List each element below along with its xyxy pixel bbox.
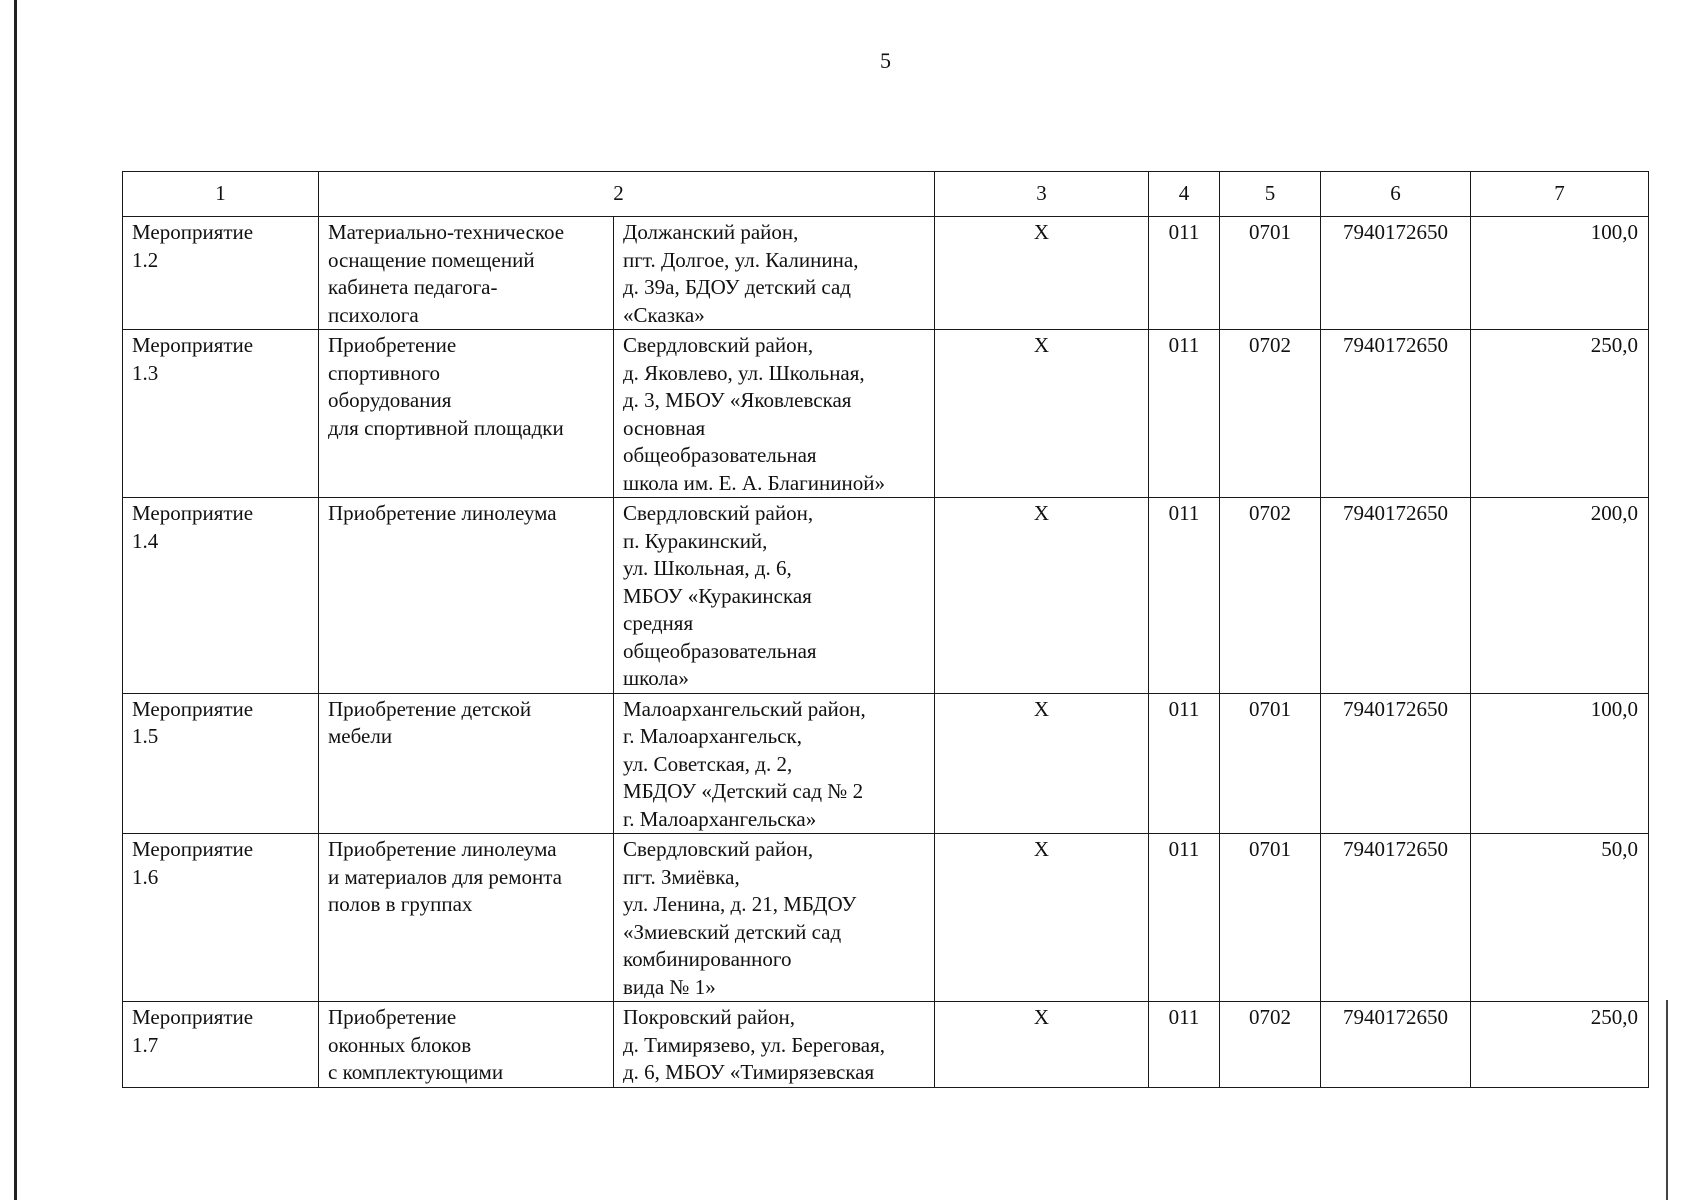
col5-cell: 0702: [1220, 1002, 1321, 1088]
col7-cell: 50,0: [1471, 834, 1649, 1002]
col5-cell: 0702: [1220, 330, 1321, 498]
col3-cell: X: [935, 834, 1149, 1002]
col5-cell: 0701: [1220, 834, 1321, 1002]
header-cell: 5: [1220, 172, 1321, 217]
col5-cell: 0701: [1220, 693, 1321, 834]
location-cell: Свердловский район, пгт. Змиёвка, ул. Ленина, д. 21, МБДОУ «Змиевский детский сад комбинированного вида № 1»: [614, 834, 935, 1002]
description-cell: Материально-техническое оснащение помещений кабинета педагога- психолога: [319, 217, 614, 330]
program-events-table: [122, 171, 1649, 1088]
col5-cell: 0702: [1220, 498, 1321, 694]
col4-cell: 011: [1149, 1002, 1220, 1088]
col6-cell: 7940172650: [1321, 693, 1471, 834]
col6-cell: 7940172650: [1321, 330, 1471, 498]
page-right-edge: [1666, 1000, 1668, 1200]
col4-cell: 011: [1149, 834, 1220, 1002]
header-cell: 7: [1471, 172, 1649, 217]
description-cell: Приобретение спортивного оборудования для спортивной площадки: [319, 330, 614, 498]
table-row: [123, 217, 1649, 330]
description-cell: Приобретение линолеума: [319, 498, 614, 694]
location-cell: Должанский район, пгт. Долгое, ул. Калинина, д. 39а, БДОУ детский сад «Сказка»: [614, 217, 935, 330]
col4-cell: 011: [1149, 498, 1220, 694]
col3-cell: X: [935, 498, 1149, 694]
event-cell: Мероприятие 1.7: [123, 1002, 319, 1088]
header-cell: 2: [319, 172, 935, 217]
col3-cell: X: [935, 1002, 1149, 1088]
location-cell: Покровский район, д. Тимирязево, ул. Береговая, д. 6, МБОУ «Тимирязевская: [614, 1002, 935, 1088]
event-cell: Мероприятие 1.3: [123, 330, 319, 498]
table-row: [123, 330, 1649, 498]
col7-cell: 100,0: [1471, 217, 1649, 330]
col7-cell: 250,0: [1471, 1002, 1649, 1088]
col3-cell: X: [935, 217, 1149, 330]
col6-cell: 7940172650: [1321, 834, 1471, 1002]
header-cell: 4: [1149, 172, 1220, 217]
location-cell: Свердловский район, п. Куракинский, ул. Школьная, д. 6, МБОУ «Куракинская средняя общеобразовательная школа»: [614, 498, 935, 694]
table-row: [123, 693, 1649, 834]
col4-cell: 011: [1149, 693, 1220, 834]
table-row: [123, 1002, 1649, 1088]
event-cell: Мероприятие 1.2: [123, 217, 319, 330]
table-header-row: [123, 172, 1649, 217]
col4-cell: 011: [1149, 217, 1220, 330]
event-cell: Мероприятие 1.5: [123, 693, 319, 834]
event-cell: Мероприятие 1.4: [123, 498, 319, 694]
col3-cell: X: [935, 693, 1149, 834]
location-cell: Малоархангельский район, г. Малоархангельск, ул. Советская, д. 2, МБДОУ «Детский сад № 2 г. Малоархангельска»: [614, 693, 935, 834]
col3-cell: X: [935, 330, 1149, 498]
event-cell: Мероприятие 1.6: [123, 834, 319, 1002]
description-cell: Приобретение линолеума и материалов для ремонта полов в группах: [319, 834, 614, 1002]
col7-cell: 100,0: [1471, 693, 1649, 834]
page-number: 5: [880, 48, 891, 73]
header-cell: 6: [1321, 172, 1471, 217]
location-cell: Свердловский район, д. Яковлево, ул. Школьная, д. 3, МБОУ «Яковлевская основная общеобразовательная школа им. Е. А. Благининой»: [614, 330, 935, 498]
col7-cell: 250,0: [1471, 330, 1649, 498]
table-row: [123, 498, 1649, 694]
col4-cell: 011: [1149, 330, 1220, 498]
table-row: [123, 834, 1649, 1002]
page-left-edge: [14, 0, 17, 1200]
col6-cell: 7940172650: [1321, 217, 1471, 330]
col5-cell: 0701: [1220, 217, 1321, 330]
header-cell: 3: [935, 172, 1149, 217]
col6-cell: 7940172650: [1321, 1002, 1471, 1088]
col6-cell: 7940172650: [1321, 498, 1471, 694]
description-cell: Приобретение детской мебели: [319, 693, 614, 834]
col7-cell: 200,0: [1471, 498, 1649, 694]
header-cell: 1: [123, 172, 319, 217]
description-cell: Приобретение оконных блоков с комплектующими: [319, 1002, 614, 1088]
